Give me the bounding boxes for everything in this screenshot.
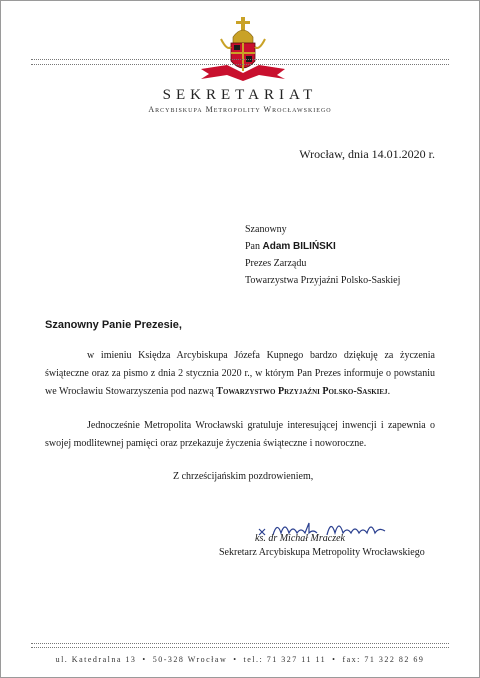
addressee-block (245, 221, 400, 289)
footer-contact (1, 655, 479, 664)
footer-divider (31, 643, 449, 648)
addressee-name-line (245, 238, 400, 255)
organization-name: Towarzystwo Przyjaźni Polsko-Saskiej (216, 386, 388, 397)
footer-phone: tel.: 71 327 11 11 (243, 655, 327, 664)
paragraph-2-text: Jednocześnie Metropolita Wrocławski gratuluje interesującej inwencji i zapewnia o swojej modlitewnej pamięci oraz przekazuje życzenia świąteczne i noworoczne. (45, 420, 435, 449)
paragraph-1-text: w imieniu Księdza Arcybiskupa Józefa Kupnego bardzo dziękuję za życzenia świąteczne oraz za pismo z dnia 2 stycznia 2020 r., w którym Pan Prezes informuje o powstaniu we Wrocławiu Stowarzyszenia pod nazwą (45, 350, 435, 397)
addressee-name: Adam BILIŃSKI (262, 241, 336, 252)
footer-separator: • (332, 655, 337, 664)
letter-date: Wrocław, dnia 14.01.2020 r. (299, 147, 435, 161)
addressee-organization: Towarzystwa Przyjaźni Polsko-Saskiej (245, 275, 401, 286)
footer-address: ul. Katedralna 13 (55, 655, 137, 664)
body-paragraph-2 (45, 417, 435, 453)
footer-separator: • (233, 655, 238, 664)
closing-phrase: Z chrześcijańskim pozdrowieniem, (173, 471, 314, 482)
letterhead-subtitle: Arcybiskupa Metropolity Wrocławskiego (148, 105, 332, 114)
footer-separator: • (142, 655, 147, 664)
letterhead-title: SEKRETARIAT (162, 87, 318, 103)
signatory-name: ks. dr Michał Mraczek (255, 533, 345, 544)
body-paragraph-1 (45, 347, 435, 401)
salutation: Szanowny Panie Prezesie, (45, 319, 182, 331)
footer-postal: 50-328 Wrocław (152, 655, 228, 664)
header-divider (31, 59, 449, 65)
paragraph-1-end: . (387, 386, 391, 397)
signatory-title: Sekretarz Arcybiskupa Metropolity Wrocławskiego (219, 547, 425, 558)
addressee-position: Prezes Zarządu (245, 258, 307, 269)
addressee-prefix: Pan (245, 241, 263, 252)
archbishop-coat-of-arms-logo (197, 17, 289, 85)
addressee-greeting: Szanowny (245, 224, 287, 235)
footer-fax: fax: 71 322 82 69 (342, 655, 425, 664)
